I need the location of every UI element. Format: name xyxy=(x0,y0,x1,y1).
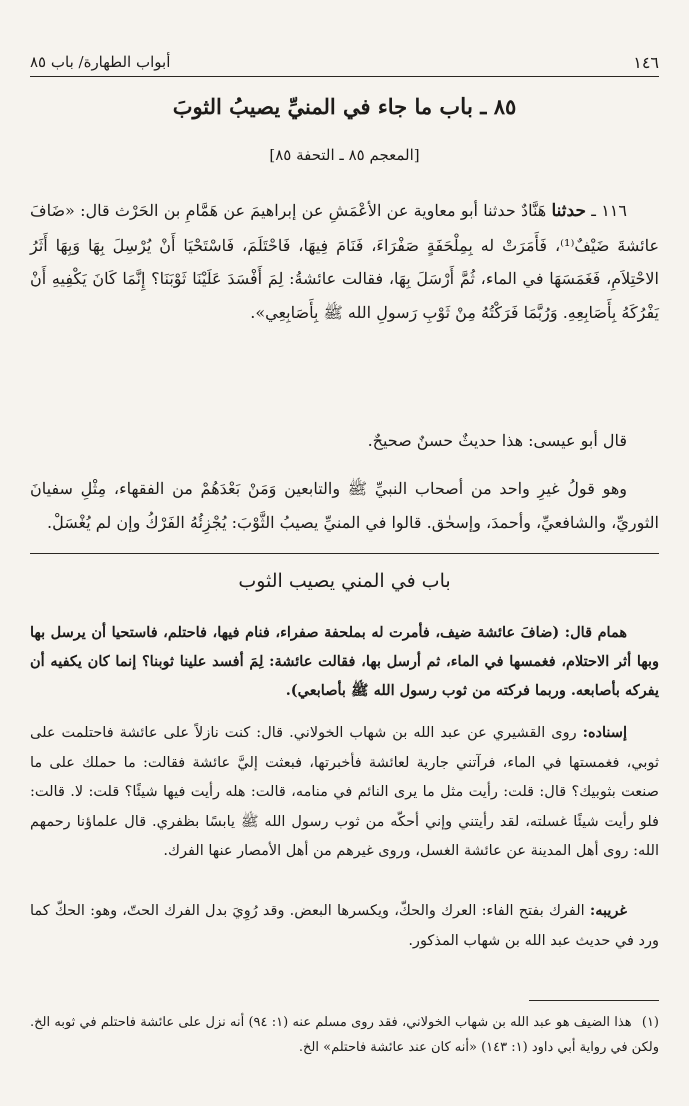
gharib-label: غريبه: xyxy=(589,902,627,919)
isnad-paragraph xyxy=(30,718,659,867)
footnote-text: هذا الضيف هو عبد الله بن شهاب الخولاني، فقد روى مسلم عنه (١: ٩٤) أنه نزل على عائشة فاحتلم في ثوبه الخ. ولكن في رواية أبي داود (١: ١٤٣) «أنه كان عند عائشة فاحتلم» الخ. xyxy=(30,1015,659,1055)
chapter-reference: [المعجم ٨٥ ـ التحفة ٨٥] xyxy=(269,146,420,164)
fiqh-paragraph: وهو قولُ غيرِ واحد من أصحاب النبيِّ ﷺ والتابعين وَمَنْ بَعْدَهُمْ من الفقهاء، مِثْلِ سفيانَ الثوريِّ، والشافعيِّ، وأحمدَ، وإسحٰق. قالوا في المنيِّ يصيبُ الثَّوْبَ: يُجْزِئُهُ الفَرْكُ وإن لم يُغْسَلْ. xyxy=(30,479,659,532)
gharib-paragraph xyxy=(30,896,659,956)
abu-isa-grading: قال أبو عيسى: هذا حديثٌ حسنٌ صحيحٌ. xyxy=(367,431,627,450)
hadith-body: هَنَّادٌ حدثنا أبو معاوية عن الأعْمَشِ عن إبراهيمَ عن هَمَّامِ بن الحَرْث قال: «ضَافَ عائشةَ ضَيْفٌ⁽¹⁾، فَأَمَرَتْ له بِمِلْحَفَةٍ صَفْرَاءَ، فَنَامَ فِيهَا، فَاحْتَلَمَ، فَاسْتَحْيَا أَنْ يُرْسِلَ بِهَا وَبِهَا أَثَرُ الاحْتِلاَمِ، فَغَمَسَهَا في الماء، ثُمَّ أَرْسَلَ بِهَا، فقالت عائشةُ: لِمَ أَفْسَدَ عَلَيْنَا ثَوْبَنَا؟ إِنَّمَا كَانَ يَكْفِيهِ أَنْ يَفْرُكَهُ بِأَصَابِعِهِ. وَرُبَّمَا فَرَكْتُهُ مِنْ ثَوْبِ رَسولِ الله ﷺ بِأَصَابِعِي». xyxy=(30,201,660,322)
hadith-text xyxy=(30,194,659,329)
chapter-number: ٨٥ ـ xyxy=(480,94,517,119)
isnad-label: إسناده: xyxy=(582,724,627,741)
footnote-rule xyxy=(529,1000,659,1001)
commentary-title: باب في المني يصيب الثوب xyxy=(238,570,451,592)
commentary-matn: همام قال: (ضافَ عائشة ضيف، فأمرت له بملحفة صفراء، فنام فيها، فاحتلم، فاستحيا أن يرسل بها وبها أثر الاحتلام، فغمسها في الماء، ثم أرسل بها، فقالت عائشة: لِمَ أفسد علينا ثوبنا؟ إنما كان يكفيه أن يفركه بأصابعه. وربما فركته من ثوب رسول الله ﷺ بأصابعي). xyxy=(30,624,659,699)
page-number: ١٤٦ xyxy=(633,52,659,72)
gharib-text: الفرك بفتح الفاء: العرك والحكّ، ويكسرها البعض. وقد رُوِيَ بدل الفرك الحتّ، وهو: الحكّ كما ورد في حديث عبد الله بن شهاب المذكور. xyxy=(30,903,659,949)
footnote-number: (١) xyxy=(641,1015,659,1030)
chapter-heading xyxy=(30,94,659,120)
isnad-text: روى القشيري عن عبد الله بن شهاب الخولاني. قال: كنت نازلاً على عائشة فاحتلمت على ثوبي، فغمستها في الماء، فرآتني جارية لعائشة فأخبرتها، فبعثت إليَّ عائشة فقالت: ما حملك على ما صنعت بثوبيك؟ قال: قلت: رأيت مثل ما يرى النائم في منامه، قالت: هله رأيت فيها شيئًا؟ قلت: لا. قالت: فلو رأيت شيئًا غسلته، لقد رأيتني وإني أحكّه من ثوب رسول الله ﷺ يابسًا بظفري. قال علماؤنا رحمهم الله: روى أهل المدينة عن عائشة الغسل، وروى غيرهم من أهل الأمصار عنها الفرك. xyxy=(30,725,659,859)
hadith-number: ١١٦ ـ xyxy=(591,201,627,220)
section-divider xyxy=(30,553,659,554)
running-title: أبواب الطهارة/ باب ٨٥ xyxy=(30,53,171,71)
footnote xyxy=(30,1010,659,1060)
chapter-title: ما جاء في المنيِّ يصيبُ الثوبَ xyxy=(172,94,433,119)
chapter-keyword: باب xyxy=(439,94,473,120)
haddathana-keyword: حدثنا xyxy=(551,201,586,221)
running-header xyxy=(30,48,659,77)
